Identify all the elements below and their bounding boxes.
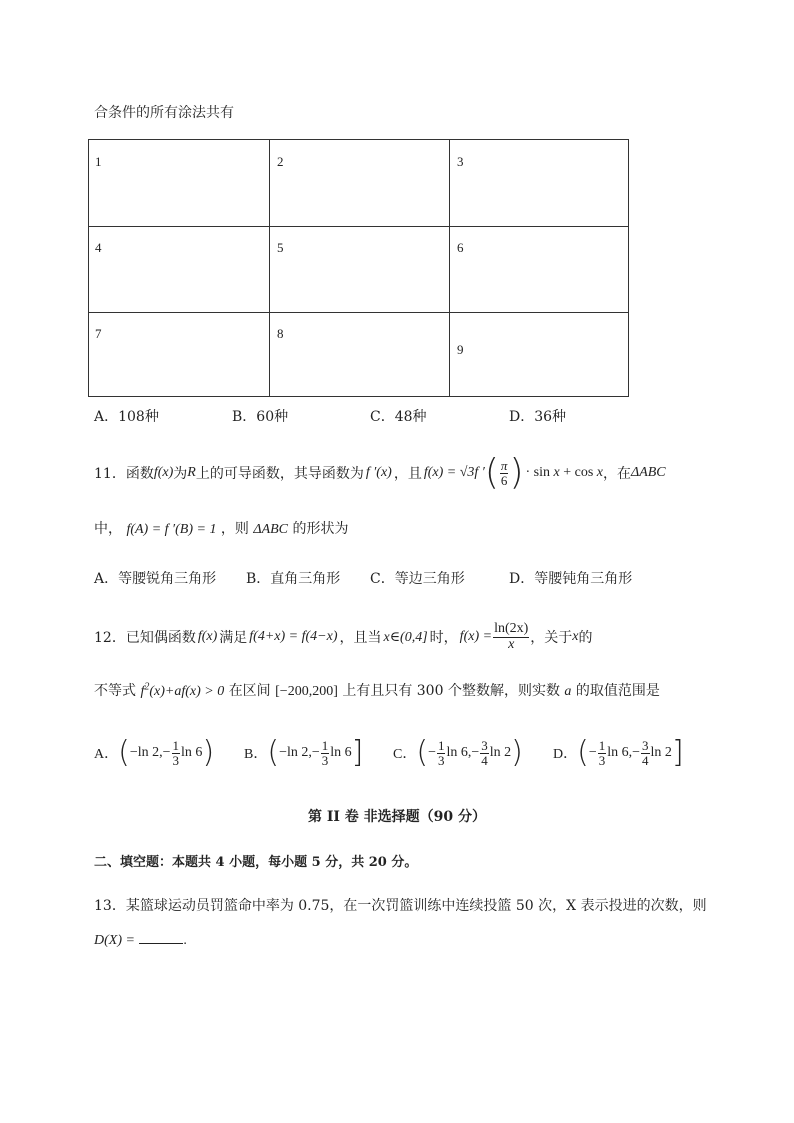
- option-comma: ,: [628, 745, 633, 760]
- q12-fraction: [493, 622, 529, 652]
- q12-option-c: [393, 730, 523, 776]
- option-term: ln 6: [330, 745, 352, 760]
- grid-cell-7: 7: [95, 326, 102, 341]
- q12-cond: x∈(0,4]: [383, 629, 428, 645]
- q12-f-squared: $f^2(x)$: [140, 681, 165, 699]
- option-frac: [172, 739, 181, 767]
- coloring-grid: [88, 139, 629, 397]
- option-minus: −: [632, 745, 641, 760]
- frac-numerator: ln(2x): [494, 620, 529, 636]
- q12-line2-c: 上有且只有 300 个整数解，则实数: [342, 683, 560, 699]
- option-comma: ,: [467, 745, 472, 760]
- grid-cell-4: 4: [95, 240, 102, 255]
- frac-denominator: x: [508, 636, 515, 652]
- grid-cell-3: 3: [457, 154, 464, 169]
- q12-eq1: f(4+x) = f(4−x): [249, 629, 338, 644]
- q10-option-c: C．48种: [370, 409, 427, 425]
- frac-denominator: 4: [481, 752, 488, 768]
- q11-triangle-2: ΔABC: [253, 522, 289, 537]
- q12-mid1: 满足: [219, 630, 248, 646]
- grid-divider: [269, 140, 270, 396]
- q12-ineq: +af(x) > 0: [164, 684, 225, 699]
- q11-equation: f(x) = √3f ′: [423, 465, 485, 480]
- q11-line1: [94, 451, 666, 495]
- q12-mid5: 的: [578, 630, 593, 646]
- frac-denominator: 3: [321, 752, 329, 768]
- paren-left: (: [416, 735, 429, 770]
- grid-cell-2: 2: [277, 154, 284, 169]
- option-frac: [641, 739, 650, 767]
- q12-avar: a: [564, 684, 572, 699]
- option-term: ln 2: [650, 745, 672, 760]
- grid-divider: [449, 140, 450, 396]
- frac-numerator: 3: [642, 737, 649, 753]
- q12-line2-b: 在区间: [228, 683, 271, 699]
- intro-text: 合条件的所有涂法共有: [94, 105, 234, 121]
- option-term: ln 6: [607, 745, 629, 760]
- option-term: −ln 2,: [279, 745, 312, 760]
- q11-line2-eq: f(A) = f ′(B) = 1: [126, 522, 217, 537]
- q10-option-d: D．36种: [509, 409, 567, 425]
- grid-cell-5: 5: [277, 240, 284, 255]
- q12-line1: [94, 614, 593, 660]
- q12-xvar: x: [572, 629, 579, 644]
- paren-right: ): [511, 735, 523, 770]
- q11-mid2: 上的可导函数，其导函数为: [195, 466, 364, 482]
- q11-trig: · sin x + cos x: [525, 465, 603, 480]
- q11-derivative: f ′(x): [365, 465, 392, 480]
- option-minus: −: [588, 745, 597, 760]
- pi-over-6: $\frac{\pi}{6}$: [500, 457, 508, 488]
- q12-line2-a: 不等式: [94, 683, 136, 699]
- paren-right: ): [202, 735, 215, 770]
- q11-option-d: D．等腰钝角三角形: [509, 571, 633, 587]
- q12-mid2: ，且当: [339, 630, 382, 646]
- q13-text: 13．某篮球运动员罚篮命中率为 0.75，在一次罚篮训练中连续投篮 50 次，X 表示投进的次数，则: [94, 898, 707, 914]
- frac-numerator: 1: [172, 737, 180, 753]
- q11-mid4: ，在: [602, 466, 631, 482]
- option-minus: −: [428, 745, 436, 760]
- frac-numerator: 3: [481, 737, 488, 753]
- q12-mid4: ，关于: [530, 630, 573, 646]
- q12-fx2: f(x) =: [459, 629, 493, 644]
- grid-cell-9: 9: [457, 342, 464, 357]
- q12-interval: [−200,200]: [275, 684, 338, 699]
- frac-denominator: 4: [642, 752, 649, 768]
- q12-option-b: [244, 730, 363, 776]
- option-letter: B．: [244, 747, 268, 762]
- option-minus: −: [311, 745, 320, 760]
- q11-option-c: C．等边三角形: [370, 571, 465, 587]
- q11-option-b: B．直角三角形: [246, 571, 341, 587]
- frac-numerator: 1: [437, 737, 445, 753]
- q11-mid3: ，且: [393, 466, 422, 482]
- frac-denominator: 3: [598, 752, 606, 768]
- grid-divider: [89, 312, 628, 313]
- q13-dx: D(X) =: [94, 933, 135, 948]
- option-minus: −: [162, 745, 171, 760]
- frac-denominator: 3: [437, 752, 445, 768]
- option-letter: C．: [393, 747, 417, 762]
- option-letter: D．: [553, 747, 578, 762]
- q13-answer-line: D(X) = .: [94, 929, 187, 949]
- option-minus: −: [471, 745, 480, 760]
- paren-left: (: [118, 735, 130, 770]
- q11-R: R: [187, 465, 196, 480]
- grid-cell-8: 8: [277, 326, 284, 341]
- q11-option-a: A．等腰锐角三角形: [94, 571, 217, 587]
- section-title: 第 II 卷 非选择题（90 分）: [307, 809, 487, 825]
- option-frac: [480, 739, 489, 767]
- frac-denominator: 3: [172, 752, 180, 768]
- q11-fx: f(x): [153, 465, 174, 480]
- frac-numerator: 1: [321, 737, 329, 753]
- q12-line2: [94, 680, 660, 700]
- bracket-right: ]: [671, 735, 684, 770]
- q12-fx: f(x): [197, 629, 218, 644]
- paren-left: (: [484, 452, 499, 493]
- section-two-heading: 二、填空题：本题共 4 小题，每小题 5 分，共 20 分。: [94, 855, 418, 870]
- q11-line2-a: 中，: [94, 521, 122, 537]
- q12-option-a: [94, 730, 214, 776]
- frac-numerator: 1: [598, 737, 606, 753]
- q10-option-a: A．108种: [94, 409, 159, 425]
- q10-option-b: B．60种: [232, 409, 289, 425]
- q12-line2-d: 的取值范围是: [575, 683, 660, 699]
- grid-divider: [89, 226, 628, 227]
- option-term: ln 6: [446, 745, 468, 760]
- q11-lead: 11．函数: [94, 466, 154, 482]
- grid-cell-1: 1: [95, 154, 102, 169]
- option-frac: [321, 739, 330, 767]
- answer-blank[interactable]: [139, 929, 183, 944]
- option-term: ln 2: [489, 745, 512, 760]
- q11-line2-b: ，则: [220, 521, 249, 537]
- paren-right: ): [509, 452, 524, 493]
- q12-lead: 12．已知偶函数: [94, 630, 196, 646]
- option-frac: [437, 739, 446, 767]
- option-frac: [598, 739, 607, 767]
- q11-triangle: ΔABC: [630, 465, 666, 480]
- option-term: −ln 2,: [129, 745, 163, 760]
- bracket-right: ]: [351, 735, 364, 770]
- paren-left: (: [577, 735, 589, 770]
- q12-mid3: 时，: [429, 630, 458, 646]
- q11-line2: [94, 518, 348, 538]
- option-term: ln 6: [181, 745, 203, 760]
- q11-mid1: 为: [173, 466, 188, 482]
- paren-left: (: [267, 735, 280, 770]
- grid-cell-6: 6: [457, 240, 464, 255]
- option-letter: A．: [94, 747, 119, 762]
- q11-line2-c: 的形状为: [292, 521, 349, 537]
- q12-option-d: [553, 730, 684, 776]
